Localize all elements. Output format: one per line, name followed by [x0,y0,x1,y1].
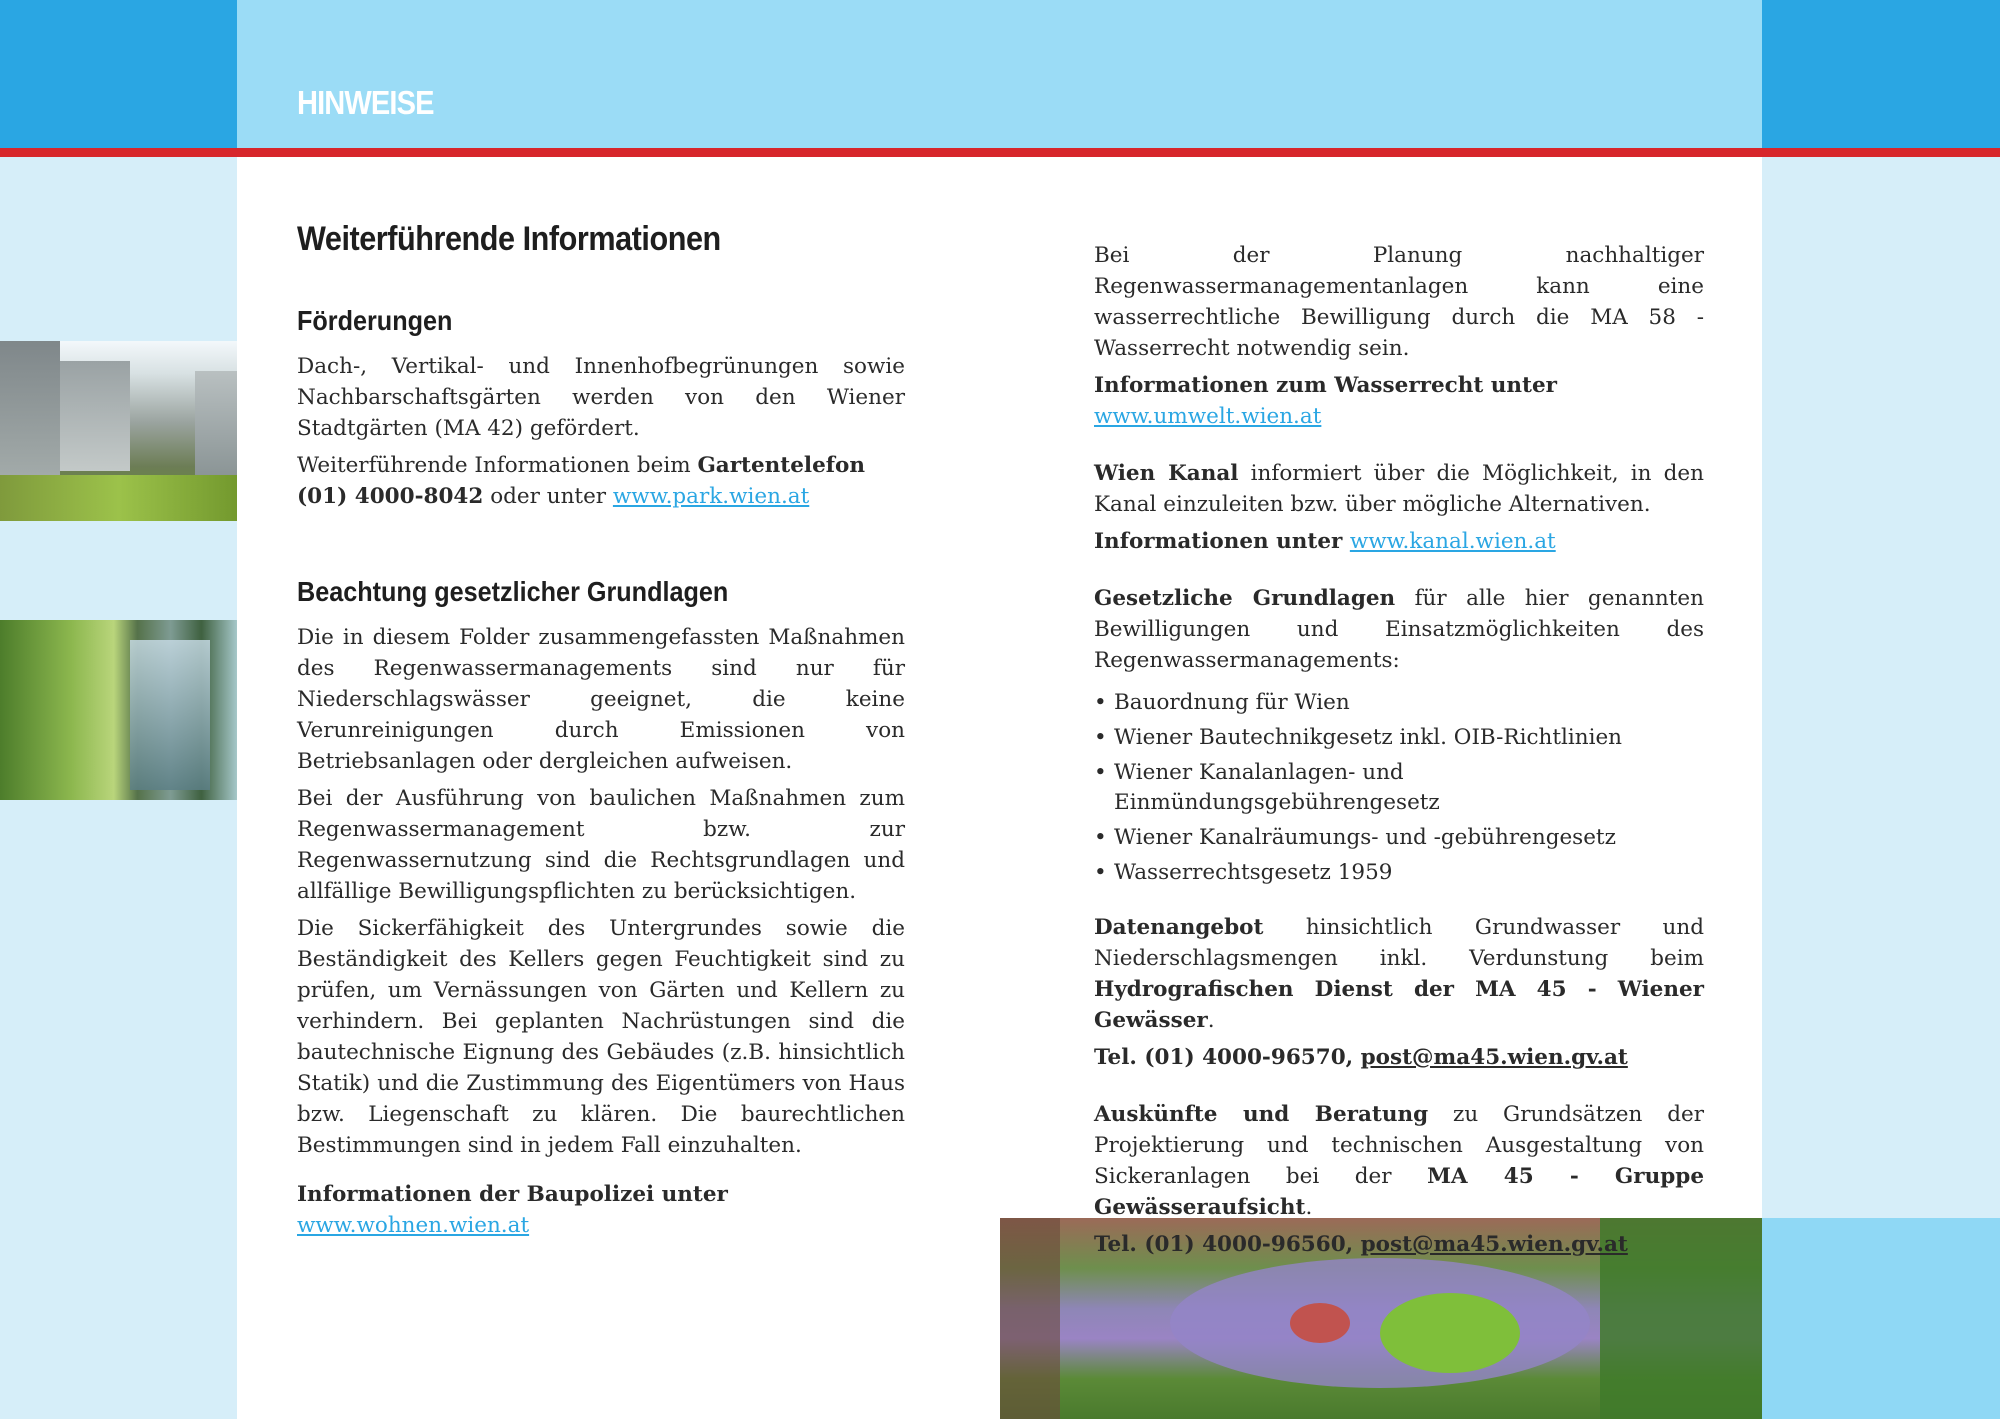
wien-kanal: Wien Kanal [1094,461,1239,486]
contact-mid: oder unter [483,484,613,509]
wasserrecht-text: Bei der Planung nachhaltiger Regenwassermanagementanlagen kann eine wasserrechtliche Bewilligung durch die MA 58 - Wasserrecht notwendig sein. [1094,243,1704,361]
auskunft-tel: Tel. (01) 4000-96560, [1094,1232,1361,1257]
baupolizei-label: Informationen der Baupolizei unter [297,1182,728,1207]
link-umwelt-wien[interactable]: www.umwelt.wien.at [1094,404,1322,429]
kanal-label: Informationen unter [1094,529,1350,554]
kanal-info [1094,526,1704,557]
kanal-desc: informiert über die Möglichkeit, in den Kanal einzuleiten bzw. über mögliche Alternativen. [1094,461,1704,517]
list-item: • Wiener Bautechnikgesetz inkl. OIB-Richtlinien [1094,723,1704,753]
section-foerderungen [297,305,905,512]
daten-tel: Tel. (01) 4000-96570, [1094,1045,1361,1070]
gartentelefon: Gartentelefon (01) 4000-8042 [297,453,865,509]
section-beachtung [297,576,905,1241]
photo-apartment-buildings [0,341,237,521]
email-ma45-daten[interactable]: post@ma45.wien.gv.at [1360,1045,1628,1070]
heading-foerderungen: Förderungen [297,305,453,336]
header-corner-right [1762,0,2000,148]
header-corner-left [0,0,237,148]
heading-beachtung: Beachtung gesetzlicher Grundlagen [297,576,729,607]
wasserrecht-label: Informationen zum Wasserrecht unter [1094,373,1557,398]
section-wasserrecht [1094,240,1704,432]
wasserrecht-info [1094,370,1704,432]
law-list [1094,688,1704,888]
page-header-title: HINWEISE [297,84,434,121]
header-band [237,0,1762,148]
link-wohnen-wien[interactable]: www.wohnen.wien.at [297,1213,530,1238]
link-park-wien[interactable]: www.park.wien.at [612,484,810,509]
email-ma45-auskunft[interactable]: post@ma45.wien.gv.at [1360,1232,1628,1257]
section-kanal [1094,458,1704,557]
daten-end: . [1207,1008,1215,1033]
list-item: • Wasserrechtsgesetz 1959 [1094,858,1704,888]
foerderungen-text: Dach-, Vertikal- und Innenhofbegrünungen sowie Nachbarschaftsgärten werden von den Wiener Stadtgärten (MA 42) gefördert. [297,354,905,441]
link-kanal-wien[interactable]: www.kanal.wien.at [1349,529,1556,554]
grundlagen-desc: für alle hier genannten Bewilligungen und Einsatzmöglichkeiten des Regenwassermanagements: [1094,586,1704,673]
daten-text [1094,912,1704,1036]
hydrografischer-dienst: Hydrografischen Dienst der MA 45 - Wiener Gewässer [1094,977,1704,1033]
section-daten [1094,912,1704,1073]
section-auskunft [1094,1099,1704,1260]
left-column [297,220,905,1241]
right-column [1094,240,1704,1260]
right-margin-accent [1762,1218,2000,1419]
daten-contact [1094,1042,1704,1073]
datenangebot: Datenangebot [1094,915,1264,940]
daten-desc: hinsichtlich Grundwasser und Niederschlagsmengen inkl. Verdunstung beim [1094,915,1704,971]
beachtung-text-2: Bei der Ausführung von baulichen Maßnahmen zum Regenwassermanagement bzw. zur Regenwassernutzung sind die Rechtsgrundlagen und allfällige Bewilligungspflichten zu berücksichtigen. [297,786,905,904]
auskunft-end: . [1305,1195,1313,1220]
auskunft-contact [1094,1229,1704,1260]
auskuenfte-beratung: Auskünfte und Beratung [1094,1102,1429,1127]
list-item: • Wiener Kanalanlagen- und Einmündungsgebührengesetz [1094,758,1704,818]
contact-prefix: Weiterführende Informationen beim [297,453,698,478]
foerderungen-contact [297,450,905,512]
photo-green-facade [0,620,237,800]
gewaesseraufsicht: MA 45 - Gruppe Gewässeraufsicht [1094,1164,1704,1220]
beachtung-text-1: Die in diesem Folder zusammengefassten Maßnahmen des Regenwassermanagements sind nur für Niederschlagswässer geeignet, die keine Verunreinigungen durch Emissionen von Betriebsanlagen oder dergleichen aufweisen. [297,625,905,774]
section-title: Weiterführende Informationen [297,220,721,258]
list-item: • Wiener Kanalräumungs- und -gebührengesetz [1094,823,1704,853]
auskunft-text [1094,1099,1704,1223]
grundlagen-text [1094,583,1704,676]
header-divider [0,148,2000,157]
list-item: • Bauordnung für Wien [1094,688,1704,718]
gesetzliche-grundlagen: Gesetzliche Grundlagen [1094,586,1396,611]
kanal-text [1094,458,1704,520]
section-grundlagen [1094,583,1704,888]
baupolizei-info [297,1179,905,1241]
beachtung-text-3: Die Sickerfähigkeit des Untergrundes sowie die Beständigkeit des Kellers gegen Feuchtigkeit sind zu prüfen, um Vernässungen von Gärten und Kellern zu verhindern. Bei geplanten Nachrüstungen sind die bautechnische Eignung des Gebäudes (z.B. hinsichtlich Statik) und die Zustimmung des Eigentümers von Haus bzw. Liegenschaft zu klären. Die baurechtlichen Bestimmungen sind in jedem Fall einzuhalten. [297,916,905,1158]
auskunft-desc: zu Grundsätzen der Projektierung und technischen Ausgestaltung von Sickeranlagen bei der [1094,1102,1704,1189]
